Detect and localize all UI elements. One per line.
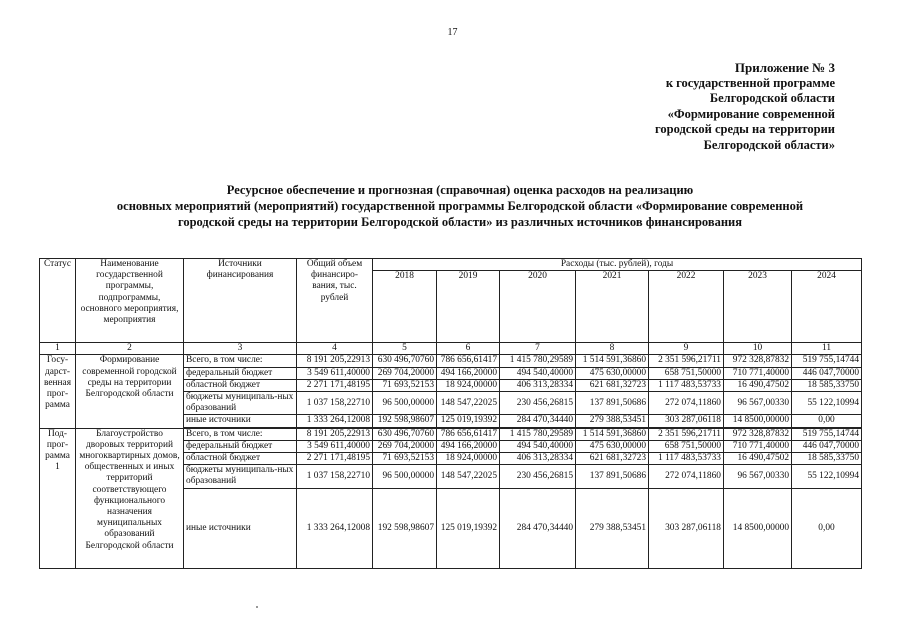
column-number: 3 [184, 343, 297, 355]
source-cell: федеральный бюджет [184, 367, 297, 379]
year-value-cell: 786 656,61417 [437, 355, 500, 367]
year-value-cell: 710 771,40000 [724, 367, 792, 379]
year-value-cell: 710 771,40000 [724, 440, 792, 452]
year-value-cell: 96 567,00330 [724, 392, 792, 415]
year-value-cell: 2 351 596,21711 [649, 355, 724, 367]
column-number-row [40, 343, 862, 355]
total-cell: 1 333 264,12008 [297, 488, 373, 568]
column-number: 4 [297, 343, 373, 355]
year-value-cell: 2 351 596,21711 [649, 428, 724, 440]
year-value-cell: 630 496,70760 [373, 428, 437, 440]
year-value-cell: 137 891,50686 [576, 465, 649, 488]
year-value-cell: 18 585,33750 [792, 379, 862, 391]
year-value-cell: 96 500,00000 [373, 465, 437, 488]
year-value-cell: 269 704,20000 [373, 440, 437, 452]
year-value-cell: 972 328,87832 [724, 428, 792, 440]
appendix-line: Белгородской области [709, 91, 835, 105]
source-cell: Всего, в том числе: [184, 355, 297, 367]
year-value-cell: 1 415 780,29589 [500, 355, 576, 367]
total-cell: 1 333 264,12008 [297, 415, 373, 427]
year-value-cell: 630 496,70760 [373, 355, 437, 367]
source-cell: иные источники [184, 415, 297, 427]
year-value-cell: 972 328,87832 [724, 355, 792, 367]
year-value-cell: 71 693,52153 [373, 379, 437, 391]
total-cell: 8 191 205,22913 [297, 428, 373, 440]
year-value-cell: 519 755,14744 [792, 355, 862, 367]
year-value-cell: 272 074,11860 [649, 392, 724, 415]
appendix-header [575, 60, 835, 153]
year-value-cell: 658 751,50000 [649, 367, 724, 379]
total-cell: 8 191 205,22913 [297, 355, 373, 367]
year-value-cell: 303 287,06118 [649, 415, 724, 427]
total-cell: 2 271 171,48195 [297, 453, 373, 465]
year-value-cell: 55 122,10994 [792, 392, 862, 415]
year-value-cell: 0,00 [792, 488, 862, 568]
year-value-cell: 1 514 591,36860 [576, 355, 649, 367]
title-line: Ресурсное обеспечение и прогнозная (справочная) оценка расходов на реализацию [226, 183, 694, 197]
appendix-line: к государственной программе [665, 75, 835, 90]
scan-speck [256, 606, 258, 608]
year-value-cell: 494 166,20000 [437, 367, 500, 379]
year-value-cell: 269 704,20000 [373, 367, 437, 379]
total-cell: 1 037 158,22710 [297, 392, 373, 415]
year-value-cell: 96 500,00000 [373, 392, 437, 415]
table-row [40, 428, 862, 440]
header-expenses: Расходы (тыс. рублей), годы [373, 259, 862, 271]
year-value-cell: 148 547,22025 [437, 465, 500, 488]
column-number: 2 [76, 343, 184, 355]
header-year: 2024 [792, 271, 862, 343]
status-cell: Госу-дарст-венная прог-рамма [40, 355, 76, 428]
year-value-cell: 18 924,00000 [437, 379, 500, 391]
year-value-cell: 494 166,20000 [437, 440, 500, 452]
column-number: 5 [373, 343, 437, 355]
year-value-cell: 406 313,28334 [500, 453, 576, 465]
year-value-cell: 446 047,70000 [792, 367, 862, 379]
title-line: городской среды на территории Белгородской области» из различных источников финансирования [177, 215, 743, 229]
document-title [40, 182, 880, 230]
year-value-cell: 658 751,50000 [649, 440, 724, 452]
header-year: 2021 [576, 271, 649, 343]
header-source: Источники финансирования [184, 259, 297, 343]
year-value-cell: 18 585,33750 [792, 453, 862, 465]
year-value-cell: 279 388,53451 [576, 488, 649, 568]
header-status: Статус [40, 259, 76, 343]
year-value-cell: 230 456,26815 [500, 392, 576, 415]
total-cell: 3 549 611,40000 [297, 440, 373, 452]
header-name: Наименование государственной программы, подпрограммы, основного мероприятия, мероприятия [76, 259, 184, 343]
column-number: 1 [40, 343, 76, 355]
program-name-cell: Благоустройство дворовых территорий многоквартирных домов, общественных и иных территорий соответствующего функционального назначения муниципальных образований Белгородской области [76, 428, 184, 568]
table-row [40, 355, 862, 367]
title-line: основных мероприятий (мероприятий) государственной программы Белгородской области «Формирование современной [116, 199, 804, 213]
total-cell: 1 037 158,22710 [297, 465, 373, 488]
year-value-cell: 621 681,32723 [576, 379, 649, 391]
source-cell: областной бюджет [184, 453, 297, 465]
year-value-cell: 284 470,34440 [500, 488, 576, 568]
year-value-cell: 125 019,19392 [437, 488, 500, 568]
year-value-cell: 279 388,53451 [576, 415, 649, 427]
year-value-cell: 621 681,32723 [576, 453, 649, 465]
year-value-cell: 446 047,70000 [792, 440, 862, 452]
year-value-cell: 16 490,47502 [724, 379, 792, 391]
column-number: 7 [500, 343, 576, 355]
year-value-cell: 406 313,28334 [500, 379, 576, 391]
year-value-cell: 475 630,00000 [576, 440, 649, 452]
source-cell: иные источники [184, 488, 297, 568]
column-number: 11 [792, 343, 862, 355]
total-cell: 2 271 171,48195 [297, 379, 373, 391]
source-cell: Всего, в том числе: [184, 428, 297, 440]
source-cell: бюджеты муниципаль-ных образований [184, 392, 297, 415]
source-cell: областной бюджет [184, 379, 297, 391]
year-value-cell: 1 415 780,29589 [500, 428, 576, 440]
header-total: Общий объем финансиро-вания, тыс. рублей [297, 259, 373, 343]
appendix-line: Приложение № 3 [734, 60, 835, 75]
year-value-cell: 14 8500,00000 [724, 415, 792, 427]
column-number: 10 [724, 343, 792, 355]
year-value-cell: 1 117 483,53733 [649, 453, 724, 465]
year-value-cell: 284 470,34440 [500, 415, 576, 427]
header-year: 2022 [649, 271, 724, 343]
year-value-cell: 519 755,14744 [792, 428, 862, 440]
year-value-cell: 125 019,19392 [437, 415, 500, 427]
year-value-cell: 137 891,50686 [576, 392, 649, 415]
column-number: 6 [437, 343, 500, 355]
total-cell: 3 549 611,40000 [297, 367, 373, 379]
source-cell: бюджеты муниципаль-ных образований [184, 465, 297, 488]
appendix-line: «Формирование современной [667, 106, 835, 121]
year-value-cell: 0,00 [792, 415, 862, 427]
resource-table [39, 258, 862, 569]
column-number: 8 [576, 343, 649, 355]
header-year: 2020 [500, 271, 576, 343]
year-value-cell: 192 598,98607 [373, 415, 437, 427]
appendix-line: Белгородской области» [703, 137, 835, 152]
year-value-cell: 494 540,40000 [500, 440, 576, 452]
year-value-cell: 14 8500,00000 [724, 488, 792, 568]
source-cell: федеральный бюджет [184, 440, 297, 452]
header-year: 2019 [437, 271, 500, 343]
year-value-cell: 1 514 591,36860 [576, 428, 649, 440]
year-value-cell: 303 287,06118 [649, 488, 724, 568]
year-value-cell: 230 456,26815 [500, 465, 576, 488]
table-header-row [40, 259, 862, 271]
year-value-cell: 55 122,10994 [792, 465, 862, 488]
year-value-cell: 96 567,00330 [724, 465, 792, 488]
column-number: 9 [649, 343, 724, 355]
year-value-cell: 786 656,61417 [437, 428, 500, 440]
year-value-cell: 494 540,40000 [500, 367, 576, 379]
header-year: 2023 [724, 271, 792, 343]
year-value-cell: 475 630,00000 [576, 367, 649, 379]
header-year: 2018 [373, 271, 437, 343]
program-name-cell: Формирование современной городской среды на территории Белгородской области [76, 355, 184, 428]
page-number: 17 [447, 27, 458, 38]
year-value-cell: 272 074,11860 [649, 465, 724, 488]
year-value-cell: 1 117 483,53733 [649, 379, 724, 391]
status-cell: Под-прог-рамма 1 [40, 428, 76, 568]
year-value-cell: 16 490,47502 [724, 453, 792, 465]
year-value-cell: 71 693,52153 [373, 453, 437, 465]
year-value-cell: 18 924,00000 [437, 453, 500, 465]
appendix-line: городской среды на территории [655, 122, 835, 136]
year-value-cell: 192 598,98607 [373, 488, 437, 568]
year-value-cell: 148 547,22025 [437, 392, 500, 415]
